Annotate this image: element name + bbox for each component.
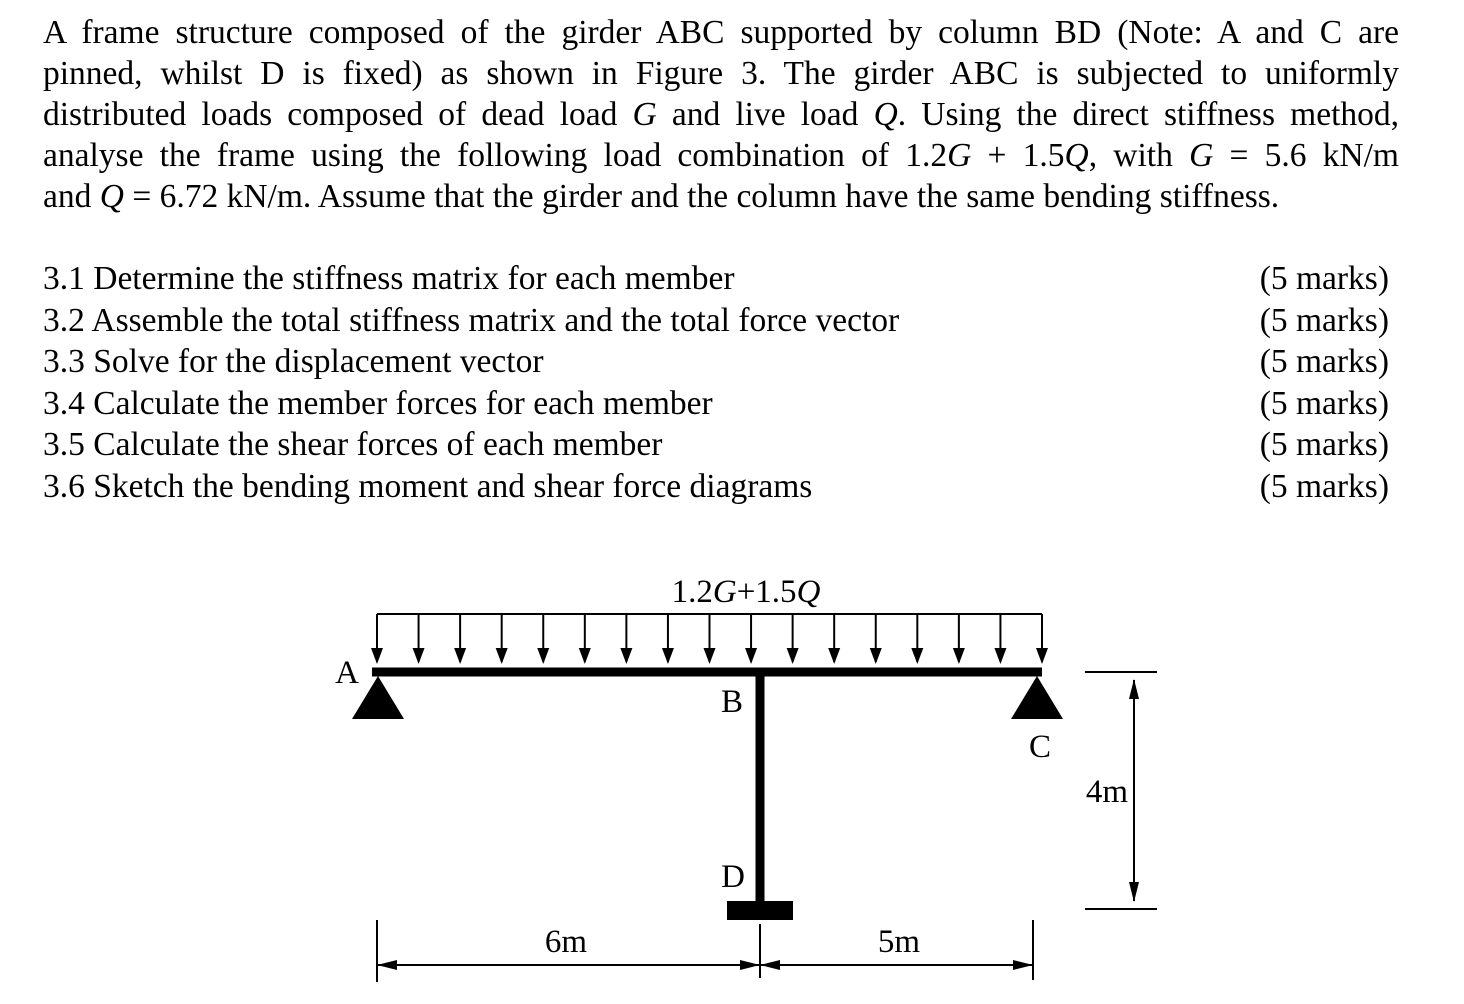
load-label: 1.2G+1.5Q [671,574,821,610]
task-item [43,258,1389,300]
symbol-g: G [947,137,972,174]
udl-arrowhead [828,648,840,664]
udl-arrowhead [911,648,923,664]
symbol-q: Q [1064,137,1089,174]
text-run: distributed loads composed of dead load [43,96,633,133]
pin-support-c [1011,676,1063,719]
udl-arrowhead [371,648,383,664]
task-item [43,383,1389,425]
text-run: . Using the direct stiffness method, [897,96,1400,133]
symbol-q: Q [873,96,898,133]
dim-label-height: 4m [1085,774,1129,810]
udl-arrowhead [704,648,716,664]
task-item [43,300,1389,342]
question-text [43,12,1399,217]
text-run: + 1.5 [971,137,1065,174]
question-line-3 [43,94,1399,135]
text-run: = 6.72 kN/m. Assume that the girder and the column have the same bending stiffness. [123,178,1280,215]
symbol-g: G [1189,137,1214,174]
udl-arrowhead [1036,648,1048,664]
node-label-c: C [1028,729,1052,765]
text-run: analyse the frame using the following load combination of 1.2 [43,137,948,174]
dim-label-ab: 6m [544,924,588,960]
task-marks: (5 marks) [1259,301,1389,339]
dim-label-bc: 5m [877,924,921,960]
udl-arrowhead [994,648,1006,664]
udl-arrowhead [413,648,425,664]
text-run: and live load [656,96,874,133]
text-run: pinned, whilst D is fixed) as shown in Figure 3. The girder ABC is subjected to uniformly [43,55,1399,92]
task-marks: (5 marks) [1259,343,1389,380]
udl-arrows [371,614,1048,664]
node-label-d: D [721,859,745,895]
question-line-2 [43,53,1399,94]
frame-figure [0,540,1464,1004]
text-run: and [43,178,100,215]
task-list [43,258,1389,507]
node-label-b: B [720,684,744,720]
task-marks: (5 marks) [1259,384,1389,422]
task-text: 3.3 Solve for the displacement vector [43,343,544,380]
symbol-q: Q [99,178,124,215]
task-marks: (5 marks) [1259,426,1389,463]
udl-arrowhead [745,648,757,664]
task-text: 3.5 Calculate the shear forces of each member [43,426,663,463]
text-run: , with [1088,137,1190,174]
udl-arrowhead [454,648,466,664]
task-text: 3.4 Calculate the member forces for each member [43,384,713,422]
question-line-5 [43,176,1399,217]
udl-arrowhead [787,648,799,664]
task-item [43,341,1389,383]
task-text: 3.1 Determine the stiffness matrix for each member [43,260,735,297]
task-marks: (5 marks) [1259,260,1389,297]
question-line-1 [43,12,1399,53]
udl-arrowhead [537,648,549,664]
text-run: = 5.6 kN/m [1213,137,1399,174]
udl-arrowhead [579,648,591,664]
task-text: 3.2 Assemble the total stiffness matrix and the total force vector [43,301,900,339]
udl-arrowhead [953,648,965,664]
udl-arrowhead [662,648,674,664]
udl-arrowhead [870,648,882,664]
udl-arrowhead [620,648,632,664]
text-run: A frame structure composed of the girder ABC supported by column BD (Note: A and C are [43,14,1399,51]
question-line-4 [43,135,1399,176]
task-item [43,466,1389,508]
node-label-a: A [335,655,359,691]
task-item [43,424,1389,466]
task-marks: (5 marks) [1259,467,1389,505]
udl-arrowhead [496,648,508,664]
task-text: 3.6 Sketch the bending moment and shear force diagrams [43,467,813,505]
symbol-g: G [632,96,657,133]
pin-support-a [352,676,404,719]
fixed-support-d [727,901,793,920]
